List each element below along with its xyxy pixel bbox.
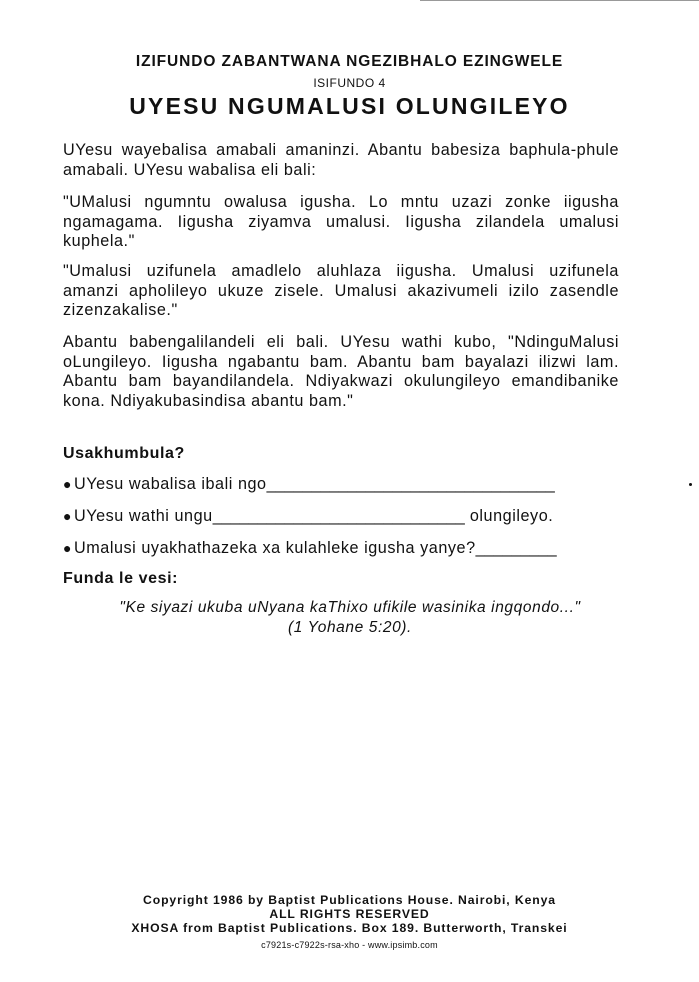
verse-text: "Ke siyazi ukuba uNyana kaThixo ufikile wasinika ingqondo...": [119, 599, 581, 616]
scan-speck: [689, 483, 692, 486]
top-border-line: [420, 0, 699, 1]
answer-blank[interactable]: ____________________________: [212, 507, 465, 525]
answer-blank[interactable]: _________: [475, 539, 557, 557]
question-item: [63, 475, 555, 494]
bullet-icon: ●: [63, 540, 73, 556]
page-title: UYESU NGUMALUSI OLUNGILEYO: [129, 93, 570, 119]
bullet-icon: ●: [63, 508, 73, 524]
verse-heading: Funda le vesi:: [63, 570, 179, 587]
paragraph-jesus-says: Abantu babengalilandeli eli bali. UYesu wathi kubo, "NdinguMalusi oLungileyo. Iigusha ngabantu bam. Abantu bam bayalazi ilizwi lam. Abantu bam bayandilandela. Ndiyakwazi okulungileyo emandibanike kona. Ndiyakubasindisa abantu bam.": [63, 333, 619, 410]
question-item: [63, 507, 553, 526]
document-code: c7921s-c7922s-rsa-xho - www.ipsimb.com: [261, 940, 438, 950]
verse-reference: (1 Yohane 5:20).: [288, 619, 412, 636]
question-text: Umalusi uyakhathazeka xa kulahleke igusha yanye?: [74, 539, 476, 557]
answer-blank[interactable]: ________________________________: [266, 475, 555, 493]
question-text: UYesu wabalisa ibali ngo: [74, 475, 267, 493]
bullet-icon: ●: [63, 476, 73, 492]
copyright-line: Copyright 1986 by Baptist Publications House. Nairobi, Kenya: [143, 893, 556, 907]
questions-heading: Usakhumbula?: [63, 445, 185, 462]
paragraph-shepherd-knows: "UMalusi ngumntu owalusa igusha. Lo mntu uzazi zonke iigusha ngamagama. Iigusha ziyamva umalusi. Iigusha zilandela umalusi kuphela.": [63, 193, 619, 250]
lesson-number: ISIFUNDO 4: [313, 76, 386, 90]
question-item: [63, 539, 557, 558]
publisher-line: XHOSA from Baptist Publications. Box 189. Butterworth, Transkei: [131, 921, 568, 935]
series-title: IZIFUNDO ZABANTWANA NGEZIBHALO EZINGWELE: [135, 53, 564, 70]
rights-line: ALL RIGHTS RESERVED: [269, 907, 430, 921]
question-text: UYesu wathi ungu: [74, 507, 213, 525]
paragraph-shepherd-provides: "Umalusi uzifunela amadlelo aluhlaza iigusha. Umalusi uzifunela amanzi apholileyo ukuze zisele. Umalusi akazivumeli izilo zasendle zizenzakalise.": [63, 262, 619, 319]
question-suffix: olungileyo.: [464, 507, 554, 525]
paragraph-intro: UYesu wayebalisa amabali amaninzi. Abantu babesiza baphula-phule amabali. UYesu wabalisa eli bali:: [63, 141, 619, 179]
